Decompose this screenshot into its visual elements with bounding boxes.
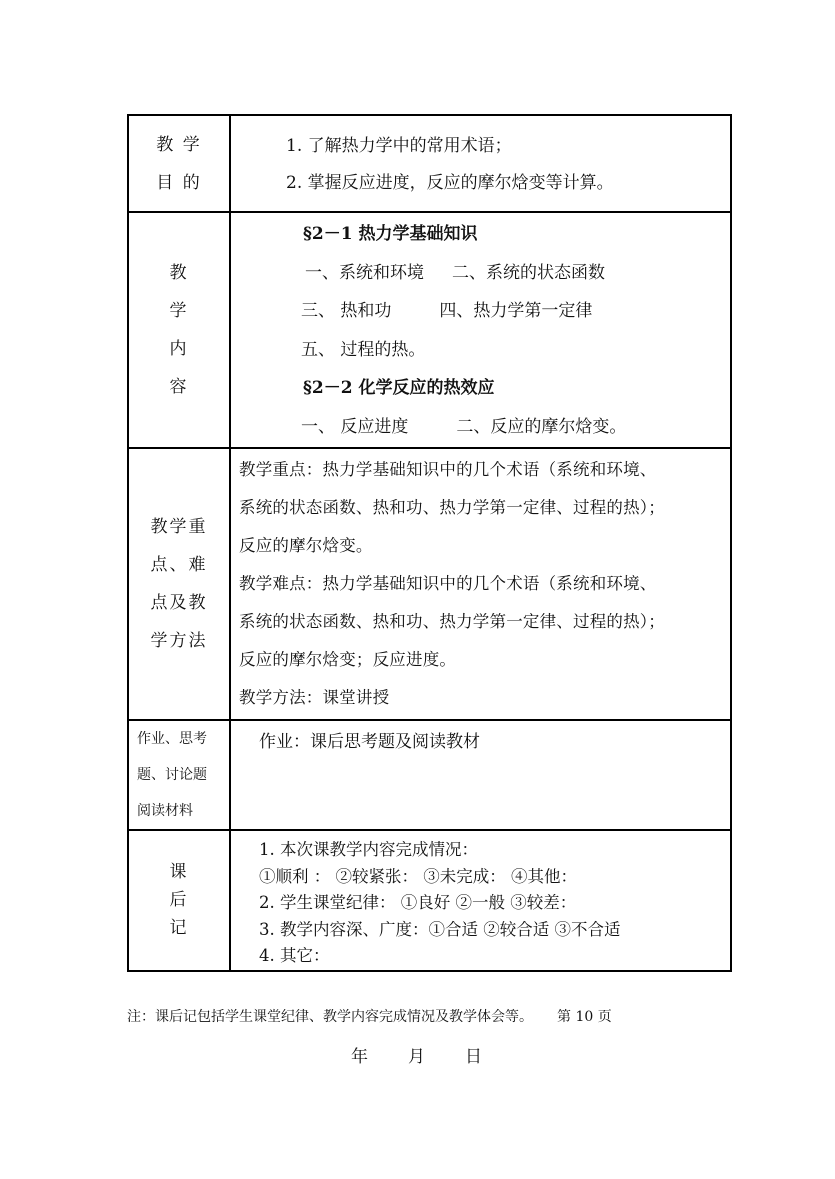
content-row	[128, 212, 731, 448]
date-month: 月	[408, 1047, 425, 1067]
homework-row	[128, 720, 731, 830]
content-line: 五、 过程的热。	[301, 339, 426, 360]
objectives-row	[128, 115, 731, 212]
after-class-cell	[230, 830, 731, 971]
section-1-title: §2－1 热力学基础知识	[303, 224, 478, 244]
page-number: 第 10 页	[557, 1009, 612, 1025]
key-point-line: 系统的状态函数、热和功、热力学第一定律、过程的热）；	[239, 612, 665, 631]
after-class-label: 课 后 记	[128, 830, 230, 971]
section-2-title: §2－2 化学反应的热效应	[303, 378, 495, 398]
objectives-cell	[230, 115, 731, 212]
content-cell	[230, 212, 731, 448]
content-line: 一、系统和环境 二、系统的状态函数	[305, 262, 605, 283]
date-year: 年	[351, 1047, 368, 1067]
key-point-line: 反应的摩尔焓变。	[239, 536, 373, 555]
key-points-row	[128, 448, 731, 720]
key-point-line: 教学方法：课堂讲授	[239, 688, 390, 707]
key-points-cell	[230, 448, 731, 720]
homework-label: 作业、思考 题、讨论题 阅读材料	[128, 720, 230, 830]
homework-text: 作业：课后思考题及阅读教材	[259, 732, 480, 752]
key-point-line: 系统的状态函数、热和功、热力学第一定律、过程的热）；	[239, 498, 665, 517]
after-class-line: 4. 其它：	[259, 946, 330, 965]
after-class-line: 1. 本次课教学内容完成情况：	[259, 840, 478, 859]
homework-cell	[230, 720, 731, 830]
content-line: 一、 反应进度 二、反应的摩尔焓变。	[301, 416, 627, 437]
objective-line: 1. 了解热力学中的常用术语；	[286, 136, 512, 156]
content-line: 三、 热和功 四、热力学第一定律	[301, 301, 593, 321]
after-class-line: ①顺利 ： ②较紧张： ③未完成： ④其他：	[259, 866, 577, 886]
key-points-label: 教学重 点、难 点及教 学方法	[128, 448, 230, 720]
lesson-plan-table	[127, 114, 732, 972]
after-class-line: 2. 学生课堂纪律： ①良好 ②一般 ③较差：	[259, 893, 577, 912]
objective-line: 2. 掌握反应进度，反应的摩尔焓变等计算。	[286, 173, 614, 193]
footer-note	[127, 1006, 612, 1026]
after-class-row	[128, 830, 731, 971]
footer-note-text: 注：课后记包括学生课堂纪律、教学内容完成情况及教学体会等。	[127, 1009, 533, 1025]
date-line	[351, 1042, 482, 1067]
key-point-line: 教学难点：热力学基础知识中的几个术语（系统和环境、	[239, 574, 657, 593]
after-class-line: 3. 教学内容深、广度：①合适 ②较合适 ③不合适	[259, 919, 621, 939]
key-point-line: 教学重点：热力学基础知识中的几个术语（系统和环境、	[239, 460, 657, 479]
content-label: 教 学 内 容	[128, 212, 230, 448]
objectives-label: 教 学 目 的	[128, 115, 230, 212]
key-point-line: 反应的摩尔焓变；反应进度。	[239, 650, 457, 669]
date-day: 日	[465, 1047, 482, 1067]
